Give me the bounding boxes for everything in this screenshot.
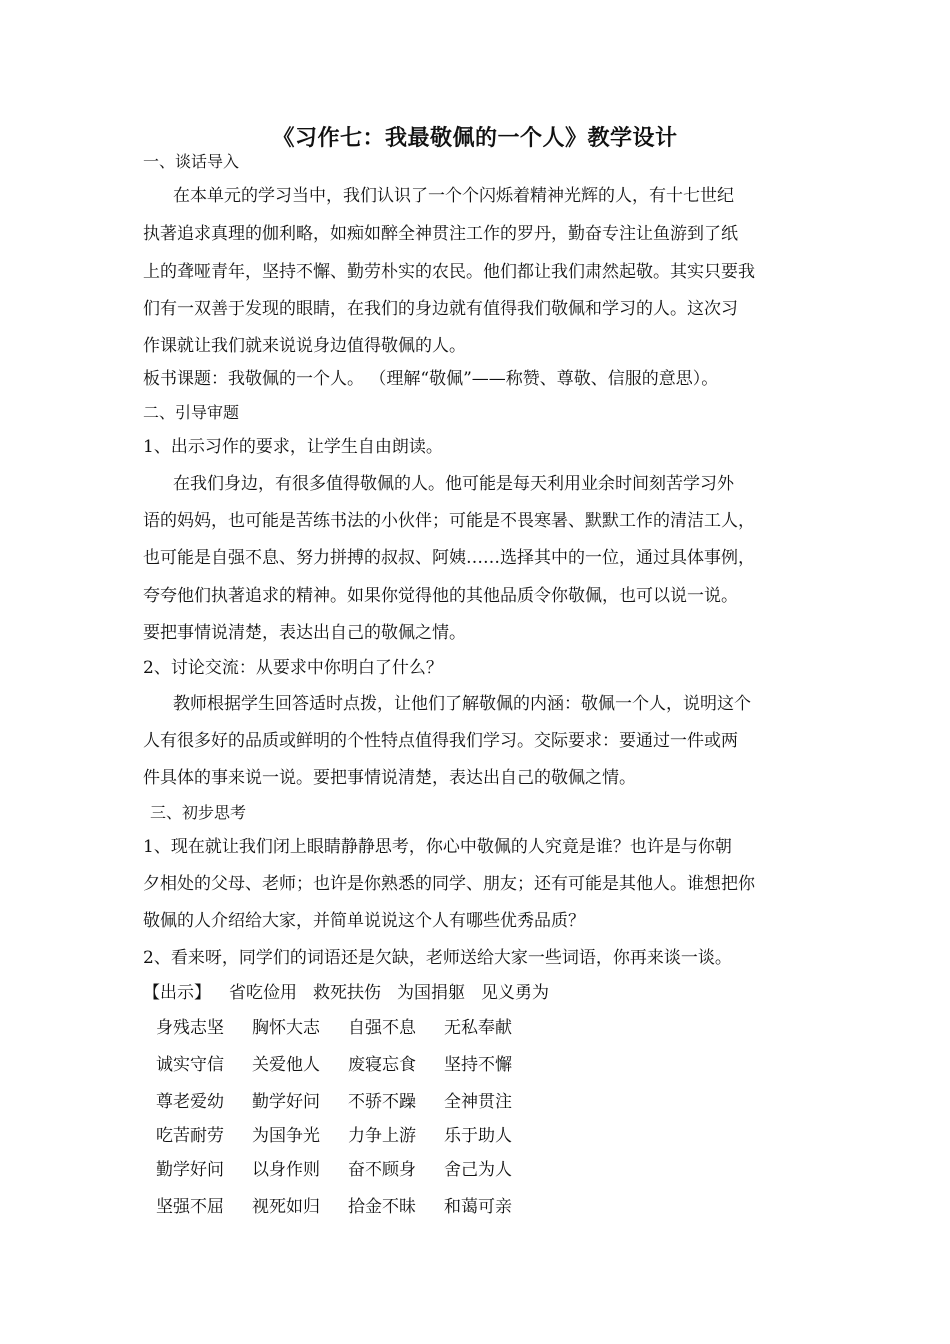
idiom: 力争上游 bbox=[348, 1126, 416, 1146]
idiom: 奋不顾身 bbox=[348, 1160, 416, 1180]
idiom-row bbox=[156, 1011, 540, 1045]
idiom: 勤学好问 bbox=[252, 1092, 320, 1112]
show-word: 救死扶伤 bbox=[313, 983, 381, 1003]
idiom: 尊老爱幼 bbox=[156, 1092, 224, 1112]
idiom-row bbox=[156, 1153, 540, 1187]
idiom-row bbox=[156, 1085, 540, 1119]
document-title: 《习作七：我最敬佩的一个人》教学设计 bbox=[272, 126, 678, 151]
paragraph-line: 件具体的事来说一说。要把事情说清楚，表达出自己的敬佩之情。 bbox=[143, 768, 636, 788]
show-word: 为国捐躯 bbox=[397, 983, 465, 1003]
idiom-row bbox=[156, 1190, 540, 1224]
list-item: 2、看来呀，同学们的词语还是欠缺，老师送给大家一些词语，你再来谈一谈。 bbox=[143, 948, 732, 968]
paragraph-line: 要把事情说清楚，表达出自己的敬佩之情。 bbox=[143, 623, 466, 643]
idiom: 吃苦耐劳 bbox=[156, 1126, 224, 1146]
paragraph-line: 教师根据学生回答适时点拨，让他们了解敬佩的内涵：敬佩一个人，说明这个 bbox=[173, 694, 751, 714]
idiom: 关爱他人 bbox=[252, 1055, 320, 1075]
list-item: 1、出示习作的要求，让学生自由朗读。 bbox=[143, 437, 443, 457]
paragraph-line: 敬佩的人介绍给大家，并简单说说这个人有哪些优秀品质？ bbox=[143, 911, 585, 931]
idiom: 视死如归 bbox=[252, 1197, 320, 1217]
show-word: 见义勇为 bbox=[481, 983, 549, 1003]
show-row bbox=[143, 975, 565, 1011]
idiom: 不骄不躁 bbox=[348, 1092, 416, 1112]
paragraph-line: 们有一双善于发现的眼睛，在我们的身边就有值得我们敬佩和学习的人。这次习 bbox=[143, 299, 738, 319]
idiom: 为国争光 bbox=[252, 1126, 320, 1146]
board-title-line: 板书课题：我敬佩的一个人。 （理解“敬佩”——称赞、尊敬、信服的意思）。 bbox=[143, 369, 719, 389]
paragraph-line: 人有很多好的品质或鲜明的个性特点值得我们学习。交际要求：要通过一件或两 bbox=[143, 731, 738, 751]
section-heading-2: 二、引导审题 bbox=[143, 403, 240, 422]
paragraph-line: 作课就让我们就来说说身边值得敬佩的人。 bbox=[143, 336, 466, 356]
section-heading-3: 三、初步思考 bbox=[150, 803, 247, 822]
list-item: 2、讨论交流：从要求中你明白了什么？ bbox=[143, 658, 443, 678]
paragraph-line: 上的聋哑青年，坚持不懈、勤劳朴实的农民。他们都让我们肃然起敬。其实只要我 bbox=[143, 262, 755, 282]
show-word: 省吃俭用 bbox=[229, 983, 297, 1003]
idiom: 诚实守信 bbox=[156, 1055, 224, 1075]
paragraph-line: 执著追求真理的伽利略，如痴如醉全神贯注工作的罗丹，勤奋专注让鱼游到了纸 bbox=[143, 224, 738, 244]
paragraph-line: 在本单元的学习当中，我们认识了一个个闪烁着精神光辉的人，有十七世纪 bbox=[173, 186, 734, 206]
idiom-row bbox=[156, 1048, 540, 1082]
idiom: 勤学好问 bbox=[156, 1160, 224, 1180]
idiom: 坚强不屈 bbox=[156, 1197, 224, 1217]
paragraph-line: 夸夸他们执著追求的精神。如果你觉得他的其他品质令你敬佩，也可以说一说。 bbox=[143, 586, 738, 606]
paragraph-line: 语的妈妈，也可能是苦练书法的小伙伴；可能是不畏寒暑、默默工作的清洁工人， bbox=[143, 511, 755, 531]
idiom: 舍己为人 bbox=[444, 1160, 512, 1180]
idiom: 全神贯注 bbox=[444, 1092, 512, 1112]
idiom: 和蔼可亲 bbox=[444, 1197, 512, 1217]
idiom: 废寝忘食 bbox=[348, 1055, 416, 1075]
section-heading-1: 一、谈话导入 bbox=[143, 152, 240, 171]
idiom: 身残志坚 bbox=[156, 1018, 224, 1038]
paragraph-line: 在我们身边，有很多值得敬佩的人。他可能是每天利用业余时间刻苦学习外 bbox=[173, 474, 734, 494]
show-tag: 【出示】 bbox=[143, 983, 211, 1003]
idiom-row bbox=[156, 1119, 540, 1153]
idiom: 胸怀大志 bbox=[252, 1018, 320, 1038]
list-item: 1、现在就让我们闭上眼睛静静思考，你心中敬佩的人究竟是谁？也许是与你朝 bbox=[143, 837, 732, 857]
idiom: 自强不息 bbox=[348, 1018, 416, 1038]
paragraph-line: 也可能是自强不息、努力拼搏的叔叔、阿姨……选择其中的一位，通过具体事例， bbox=[143, 548, 755, 568]
idiom: 拾金不昧 bbox=[348, 1197, 416, 1217]
idiom: 乐于助人 bbox=[444, 1126, 512, 1146]
idiom: 无私奉献 bbox=[444, 1018, 512, 1038]
paragraph-line: 夕相处的父母、老师；也许是你熟悉的同学、朋友；还有可能是其他人。谁想把你 bbox=[143, 874, 755, 894]
idiom: 以身作则 bbox=[252, 1160, 320, 1180]
idiom: 坚持不懈 bbox=[444, 1055, 512, 1075]
